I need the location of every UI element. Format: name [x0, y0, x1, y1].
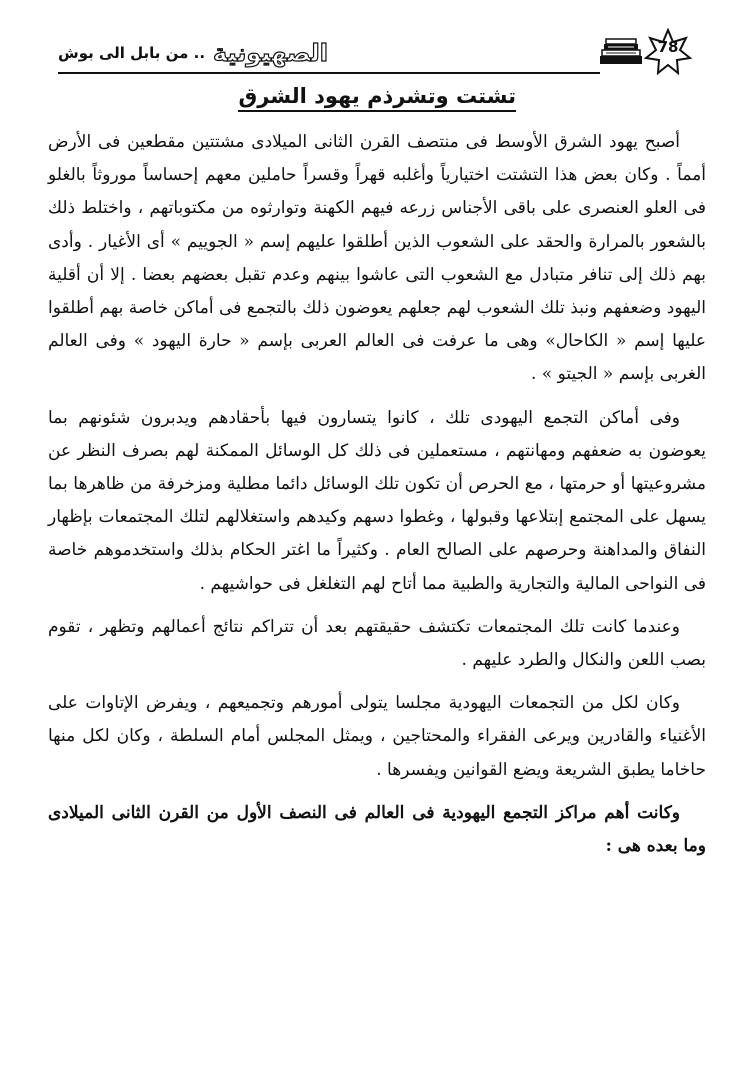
page-body [48, 84, 706, 873]
book-stack-icon [598, 38, 644, 68]
paragraph: وكان لكل من التجمعات اليهودية مجلسا يتولى أمورهم وتجميعهم ، ويفرض الإتاوات على الأغنياء والقادرين ويرعى الفقراء والمحتاجين ، ويمثل المجلس أمام السلطة ، وكان لكل منها حاخاما يطبق الشريعة ويضع القوانين ويفسرها . [48, 693, 706, 780]
header-title-group [58, 36, 328, 70]
paragraph: وفى أماكن التجمع اليهودى تلك ، كانوا يتسارون فيها بأحقادهم ويدبرون شئونهم بما يعوضون به ضعفهم ومهانتهم ، مستعملين فى ذلك كل الوسائل الممكنة لهم بصرف النظر عن مشروعيتها أو حرمتها ، مع الحرص أن تكون تلك الوسائل دائما مطلية ومزخرفة من ظاهرها بما يسهل على المجتمع إبتلاعها وقبولها ، وغطوا دسهم وكيدهم واستغلالهم لتلك المجتمعات بإظهار النفاق والمداهنة وحرصهم على الصالح العام . وكثيراً ما اغتر الحكام بذلك واستخدموهم خاصة فى النواحى المالية والتجارية والطبية مما أتاح لهم التغلغل فى حواشيهم . [48, 407, 706, 594]
running-header [58, 28, 692, 84]
book-title: الصهيونية [213, 39, 328, 67]
paragraph-lead-in: وكانت أهم مراكز التجمع اليهودية فى العالم فى النصف الأول من القرن الثانى الميلادى وما بعده هى : [48, 802, 706, 857]
page-number-badge [598, 28, 692, 76]
paragraph: أصبح يهود الشرق الأوسط فى منتصف القرن الثانى الميلادى مشتتين مقطعين فى الأرض أمماً . وكان بعض هذا التشتت اختيارياً وأغلبه قهراً وقسراً حاملين معهم إحساساً موروثاً بالغلو فى العلو العنصرى على باقى الأجناس زرعه فيهم الكهنة وتوارثوه من مكتوباتهم ، واختلط ذلك بالشعور بالمرارة والحقد على الشعوب الذين أطلقوا عليهم إسم « الجوييم » أى الأغيار . وأدى بهم ذلك إلى تنافر متبادل مع الشعوب التى عاشوا بينهم وعدم تقبل بعضهم بعضا . إلا أن أقلية اليهود وضعفهم ونبذ تلك الشعوب لهم جعلهم يعوضون ذلك بالتجمع فى أماكن خاصة بهم أطلقوا عليها إسم « الكاحال» وهى ما عرفت فى العالم العربى بإسم « حارة اليهود » وفى العالم الغربى بإسم « الجيتو » . [48, 132, 706, 385]
section-heading-text: تشتت وتشرذم يهود الشرق [238, 84, 516, 112]
paragraph: وعندما كانت تلك المجتمعات تكتشف حقيقتهم بعد أن تتراكم نتائج أعمالهم وتظهر ، تقوم بصب اللعن والنكال والطرد عليهم . [48, 616, 706, 671]
book-subtitle: .. من بابل الى بوش [58, 44, 206, 62]
header-rule [58, 72, 600, 74]
section-heading [48, 84, 706, 112]
page-number: 78 [657, 38, 679, 56]
